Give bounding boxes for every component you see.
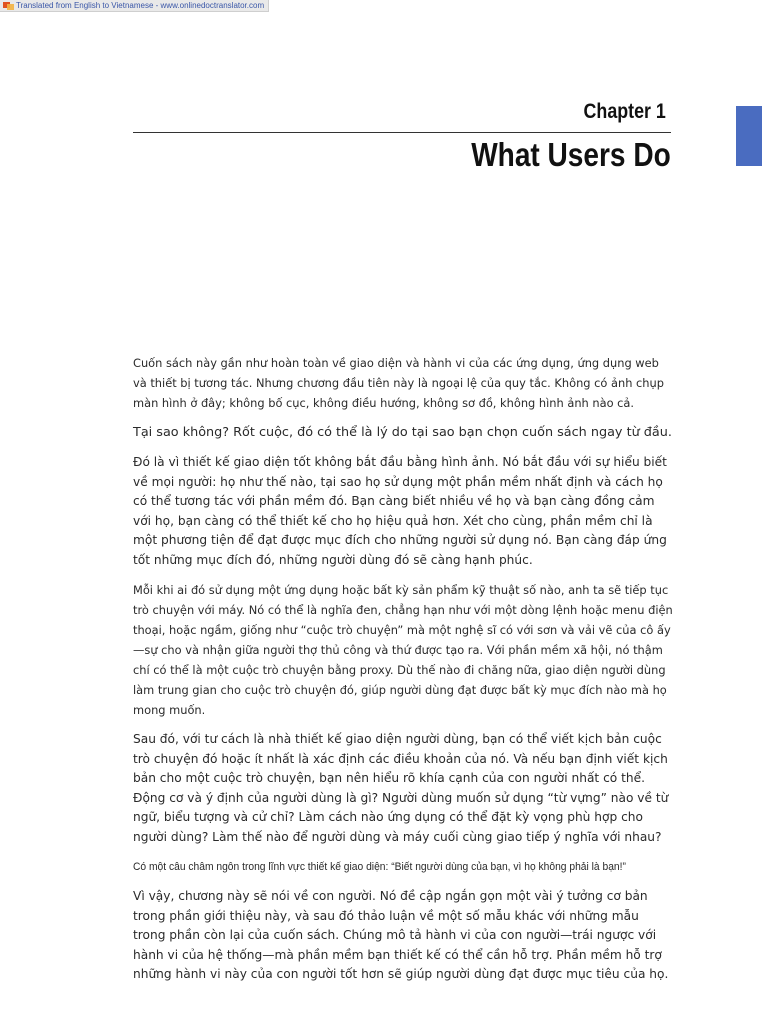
chapter-title: What Users Do xyxy=(471,136,671,173)
paragraph-intro: Cuốn sách này gần như hoàn toàn về giao diện và hành vi của các ứng dụng, ứng dụng web và thiết bị tương tác. Nhưng chương đầu tiên này là ngoại lệ của quy tắc. Không có ảnh chụp màn hình ở đây; không bố cục, không điều hướng, không sơ đồ, không hình ảnh nào cả. xyxy=(133,356,664,410)
paragraph-question: Tại sao không? Rốt cuộc, đó có thể là lý do tại sao bạn chọn cuốn sách ngay từ đầu. xyxy=(133,425,672,440)
paragraph-summary: Vì vậy, chương này sẽ nói về con người. Nó đề cập ngắn gọn một vài ý tưởng cơ bản trong phần giới thiệu này, và sau đó thảo luận về một số mẫu khác với những mẫu trong phần còn lại của cuốn sách. Chúng mô tả hành vi của con người—trái ngược với hành vi của hệ thống—mà phần mềm bạn thiết kế có thể cần hỗ trợ. Phần mềm hỗ trợ những hành vi này của con người tốt hơn sẽ giúp người dùng đạt được mục tiêu của họ. xyxy=(133,889,669,981)
chapter-body xyxy=(133,353,673,995)
chapter-divider xyxy=(133,132,671,133)
translation-banner[interactable] xyxy=(0,0,269,12)
paragraph-understanding: Đó là vì thiết kế giao diện tốt không bắt đầu bằng hình ảnh. Nó bắt đầu với sự hiểu biết về mọi người: họ như thế nào, tại sao họ sử dụng một phần mềm nhất định và cách họ có thể tương tác với phần mềm đó. Bạn càng biết nhiều về họ và bạn càng đồng cảm với họ, bạn càng có thể thiết kế cho họ hiệu quả hơn. Xét cho cùng, phần mềm chỉ là một phương tiện để đạt được mục đích cho những người sử dụng nó. Bạn càng đáp ứng tốt những mục đích đó, những người dùng đó sẽ càng hạnh phúc. xyxy=(133,455,667,567)
translator-logo-icon xyxy=(3,2,14,10)
translation-banner-text: Translated from English to Vietnamese - www.onlinedoctranslator.com xyxy=(16,1,265,10)
paragraph-script: Sau đó, với tư cách là nhà thiết kế giao diện người dùng, bạn có thể viết kịch bản cuộc trò chuyện đó hoặc ít nhất là xác định các điều khoản của nó. Và nếu bạn định viết kịch bản cho một cuộc trò chuyện, bạn nên hiểu rõ khía cạnh của con người nhất có thể. Động cơ và ý định của người dùng là gì? Người dùng muốn sử dụng “từ vựng” nào về từ ngữ, biểu tượng và cử chỉ? Làm cách nào ứng dụng có thể đặt kỳ vọng phù hợp cho người dùng? Làm thế nào để người dùng và máy cuối cùng giao tiếp ý nghĩa với nhau? xyxy=(133,732,669,844)
chapter-tab-marker xyxy=(736,106,762,166)
chapter-label: Chapter 1 xyxy=(583,100,666,123)
paragraph-conversation: Mỗi khi ai đó sử dụng một ứng dụng hoặc bất kỳ sản phẩm kỹ thuật số nào, anh ta sẽ tiếp tục trò chuyện với máy. Nó có thể là nghĩa đen, chẳng hạn như với một dòng lệnh hoặc menu điện thoại, hoặc ngầm, giống như “cuộc trò chuyện” mà một nghệ sĩ có với sơn và vải vẽ của cô ấy—sự cho và nhận giữa người thợ thủ công và thứ được tạo ra. Với phần mềm xã hội, nó thậm chí có thể là một cuộc trò chuyện bằng proxy. Dù thế nào đi chăng nữa, giao diện người dùng làm trung gian cho cuộc trò chuyện đó, giúp người dùng đạt được bất kỳ mục đích nào mà họ mong muốn. xyxy=(133,583,673,717)
paragraph-maxim: Có một câu châm ngôn trong lĩnh vực thiết kế giao diện: “Biết người dùng của bạn, vì họ không phải là bạn!” xyxy=(133,861,626,873)
